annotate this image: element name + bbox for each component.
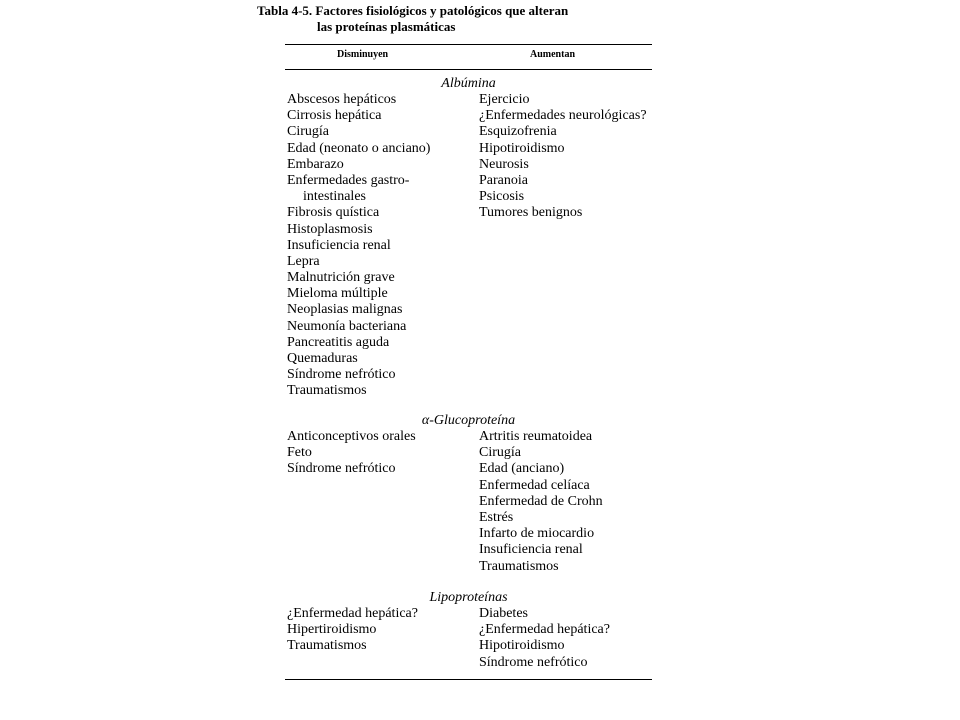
list-item: Mieloma múltiple bbox=[287, 286, 388, 302]
list-item: Neurosis bbox=[479, 156, 529, 172]
list-item: Cirrosis hepática bbox=[287, 108, 382, 124]
list-item: Psicosis bbox=[479, 189, 525, 205]
list-item: Cirugía bbox=[479, 445, 521, 461]
section-title: α-Glucoproteína bbox=[421, 413, 516, 428]
bottom-rule bbox=[285, 679, 652, 680]
increase-list bbox=[479, 429, 659, 575]
decrease-list bbox=[287, 606, 477, 655]
list-item: Enfermedad celíaca bbox=[479, 477, 590, 493]
list-item: Lepra bbox=[287, 253, 320, 269]
decrease-list bbox=[287, 429, 477, 478]
section-title: Albúmina bbox=[441, 76, 496, 91]
list-item: Diabetes bbox=[479, 606, 528, 621]
increase-list bbox=[479, 606, 659, 671]
list-item: Enfermedad de Crohn bbox=[479, 493, 603, 509]
list-item: Edad (anciano) bbox=[479, 461, 565, 477]
section-title: Lipoproteínas bbox=[429, 590, 508, 605]
list-item: Traumatismos bbox=[479, 558, 559, 574]
list-item: Edad (neonato o anciano) bbox=[287, 140, 431, 156]
decrease-list bbox=[287, 92, 477, 400]
table-title-line1: Tabla 4-5. Factores fisiológicos y patológicos que alteran bbox=[257, 3, 569, 18]
list-item: Hipotiroidismo bbox=[479, 140, 565, 156]
list-item: Ejercicio bbox=[479, 92, 530, 107]
list-item: Estrés bbox=[479, 509, 514, 525]
header-rule bbox=[285, 69, 652, 70]
list-item: Hipotiroidismo bbox=[479, 638, 565, 654]
column-header-decrease: Disminuyen bbox=[337, 49, 389, 60]
list-item: Síndrome nefrótico bbox=[287, 461, 396, 477]
list-item: Infarto de miocardio bbox=[479, 526, 595, 542]
list-item: ¿Enfermedad hepática? bbox=[479, 622, 610, 638]
list-item: Feto bbox=[287, 445, 312, 461]
list-item: Síndrome nefrótico bbox=[479, 654, 588, 670]
list-item: Quemaduras bbox=[287, 351, 358, 366]
list-item: Histoplasmosis bbox=[287, 221, 373, 237]
list-item: Pancreatitis aguda bbox=[287, 334, 390, 350]
list-item: Síndrome nefrótico bbox=[287, 367, 396, 383]
list-item: Artritis reumatoidea bbox=[479, 429, 593, 444]
table-title-line2: las proteínas plasmáticas bbox=[317, 19, 456, 34]
list-item: ¿Enfermedad hepática? bbox=[287, 606, 418, 621]
list-item: Cirugía bbox=[287, 124, 329, 140]
list-item: Paranoia bbox=[479, 172, 528, 188]
list-item: Enfermedades gastro- bbox=[287, 172, 410, 188]
list-item: Insuficiencia renal bbox=[287, 237, 391, 253]
top-rule bbox=[285, 44, 652, 45]
list-item: Hipertiroidismo bbox=[287, 622, 377, 638]
list-item: Insuficiencia renal bbox=[479, 542, 583, 558]
list-item: ¿Enfermedades neurológicas? bbox=[479, 108, 647, 124]
list-item: Embarazo bbox=[287, 156, 344, 172]
list-item: Traumatismos bbox=[287, 383, 367, 399]
list-item: intestinales bbox=[303, 189, 366, 205]
list-item: Traumatismos bbox=[287, 638, 367, 654]
list-item: Anticonceptivos orales bbox=[287, 429, 416, 444]
list-item: Neumonía bacteriana bbox=[287, 318, 407, 334]
list-item: Esquizofrenia bbox=[479, 124, 557, 140]
list-item: Abscesos hepáticos bbox=[287, 92, 397, 107]
list-item: Neoplasias malignas bbox=[287, 302, 403, 318]
increase-list bbox=[479, 92, 659, 222]
list-item: Malnutrición grave bbox=[287, 270, 395, 286]
list-item: Tumores benignos bbox=[479, 205, 583, 221]
column-header-increase: Aumentan bbox=[530, 49, 576, 60]
list-item: Fibrosis quística bbox=[287, 205, 380, 221]
